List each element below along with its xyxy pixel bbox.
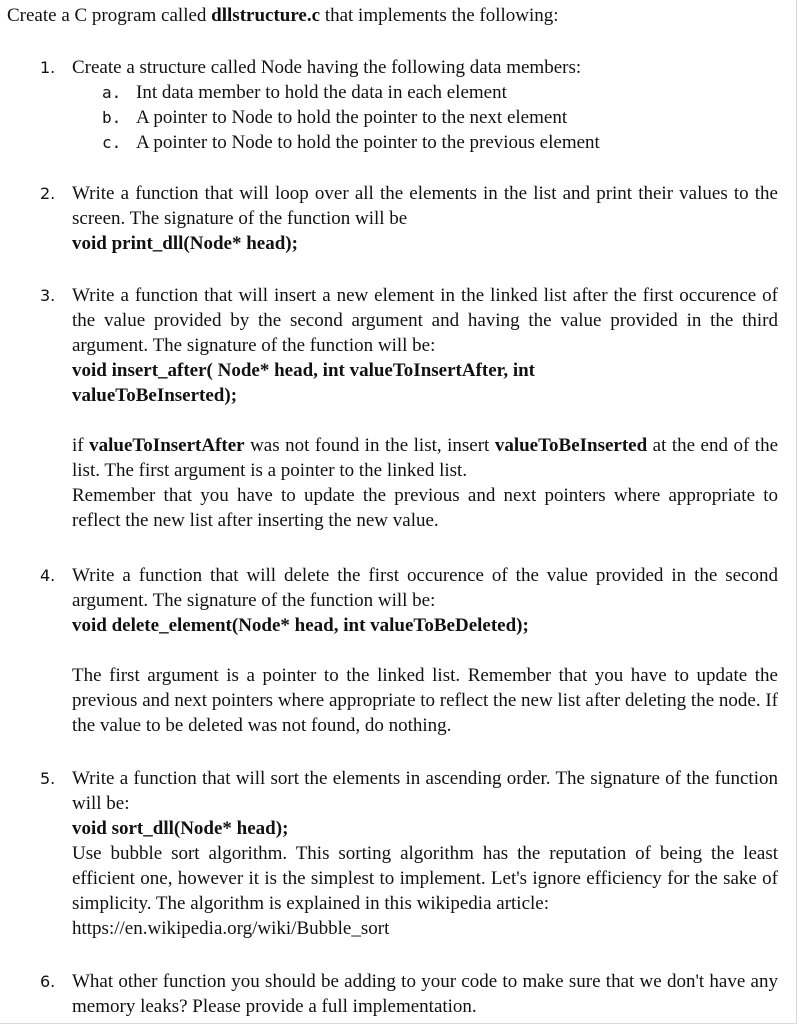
item-text: What other function you should be adding to your code to make sure that we don't have any memory leaks? Please provide a full implementation. <box>72 971 778 1017</box>
subitem-text: A pointer to Node to hold the pointer to the previous element <box>136 132 600 153</box>
note-mid: was not found in the list, insert <box>244 435 495 456</box>
intro-prefix: Create a C program called <box>7 5 212 26</box>
intro-filename: dllstructure.c <box>211 5 321 26</box>
item-number: 6. <box>40 972 56 991</box>
wikipedia-link[interactable]: https://en.wikipedia.org/wiki/Bubble_sort <box>72 918 390 939</box>
note-suffix: at the end of the list. The first argument is a pointer to the linked list. <box>72 435 778 481</box>
list-item-5 <box>40 766 778 941</box>
subitem-letter: b. <box>102 108 122 127</box>
list-item-1 <box>40 55 778 80</box>
spacer <box>72 638 778 663</box>
note-bold-value-after: valueToInsertAfter <box>89 435 245 456</box>
item-text: Write a function that will loop over all the elements in the list and print their values to the screen. The signature of the function will be <box>72 183 778 229</box>
item-note: Use bubble sort algorithm. This sorting algorithm has the reputation of being the least efficient one, however it is the simplest to implement. Let's ignore efficiency for the sake of simplicity. The algorithm is explained in this wikipedia article: <box>72 843 778 914</box>
sublist-1 <box>72 80 778 155</box>
item-text: Write a function that will sort the elements in ascending order. The signature of the function will be: <box>72 768 778 814</box>
note-bold-value-inserted: valueToBeInserted <box>494 435 648 456</box>
subitem-a <box>72 80 778 105</box>
item-text: Write a function that will delete the first occurence of the value provided in the second argument. The signature of the function will be: <box>72 565 778 611</box>
item-text: Create a structure called Node having the following data members: <box>72 57 582 78</box>
list-item-6 <box>40 969 778 1019</box>
item-text: Write a function that will insert a new element in the linked list after the first occurence of the value provided by the second argument and having the value provided in the third argument. The signature of the function will be: <box>72 285 778 356</box>
item-note <box>72 433 778 483</box>
intro-suffix: that implements the following: <box>320 5 559 26</box>
item-number: 5. <box>40 769 56 788</box>
item-number: 4. <box>40 566 56 585</box>
list-item-4 <box>40 563 778 738</box>
list-item-3 <box>40 283 778 533</box>
subitem-letter: a. <box>102 83 122 102</box>
subitem-text: Int data member to hold the data in each element <box>136 82 507 103</box>
spacer <box>72 408 778 433</box>
item-note: The first argument is a pointer to the linked list. Remember that you have to update the previous and next pointers where appropriate to reflect the new list after deleting the node. If the value to be deleted was not found, do nothing. <box>72 665 778 736</box>
item-number: 1. <box>40 58 56 77</box>
function-signature: void delete_element(Node* head, int valueToBeDeleted); <box>72 615 529 636</box>
item-number: 2. <box>40 184 56 203</box>
function-signature: void sort_dll(Node* head); <box>72 818 289 839</box>
subitem-b <box>72 105 778 130</box>
function-signature-line-2: valueToBeInserted); <box>72 385 238 406</box>
item-number: 3. <box>40 286 56 305</box>
subitem-text: A pointer to Node to hold the pointer to the next element <box>136 107 568 128</box>
intro-line <box>7 4 559 28</box>
subitem-letter: c. <box>102 133 122 152</box>
item-note-2: Remember that you have to update the previous and next pointers where appropriate to reflect the new list after inserting the new value. <box>72 485 778 531</box>
function-signature: void print_dll(Node* head); <box>72 233 298 254</box>
function-signature-line-1: void insert_after( Node* head, int valueToInsertAfter, int <box>72 360 536 381</box>
subitem-c <box>72 130 778 155</box>
list-item-2 <box>40 181 778 256</box>
note-prefix: if <box>72 435 90 456</box>
